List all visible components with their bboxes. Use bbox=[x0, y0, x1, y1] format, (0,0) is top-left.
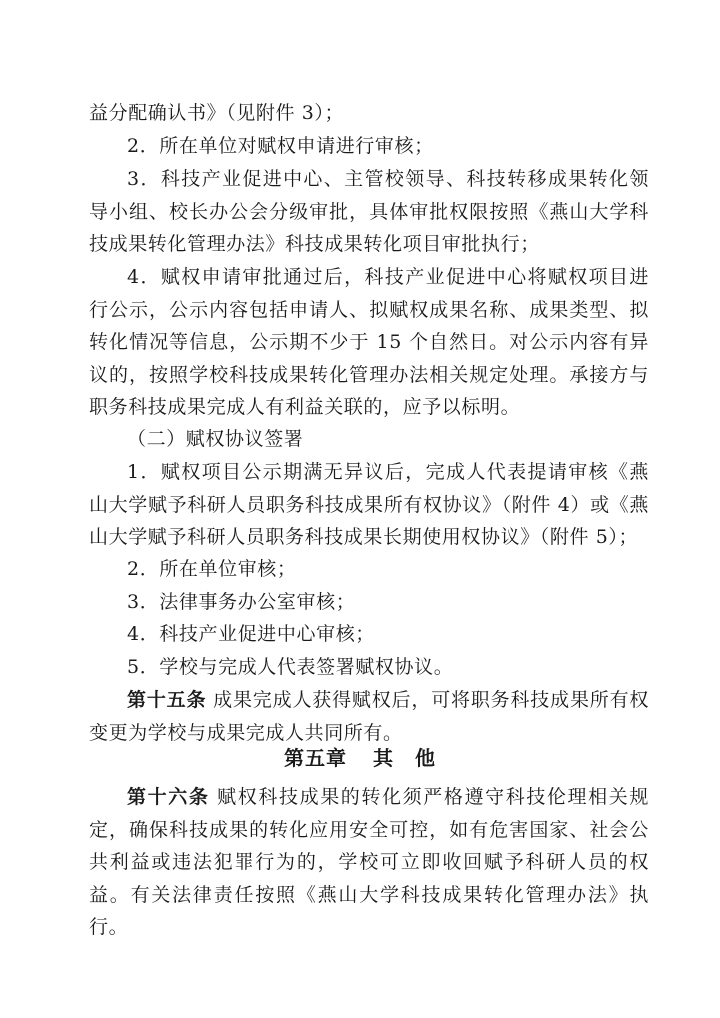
article-16 bbox=[89, 781, 649, 944]
paragraph-item-3-approval: 3．科技产业促进中心、主管校领导、科技转移成果转化领导小组、校长办公会分级审批，具体审批权限按照《燕山大学科技成果转化管理办法》科技成果转化项目审批执行； bbox=[89, 168, 649, 255]
paragraph-continuation: 益分配确认书》（见附件 3）； bbox=[89, 102, 345, 124]
paragraph-agreement-item-2: 2．所在单位审核； bbox=[127, 558, 297, 580]
article-16-text: 赋权科技成果的转化须严格遵守科技伦理相关规定，确保科技成果的转化应用安全可控，如有危害国家、社会公共利益或违法犯罪行为的，学校可立即收回赋予科研人员的权益。有关法律责任按照《燕山大学科技成果转化管理办法》执行。 bbox=[89, 786, 649, 938]
paragraph-agreement-item-4: 4．科技产业促进中心审核； bbox=[127, 623, 375, 645]
chapter-5-number: 第五章 bbox=[284, 746, 347, 770]
chapter-5-title: 其 他 bbox=[373, 746, 436, 770]
article-15 bbox=[89, 684, 649, 749]
paragraph-agreement-item-1: 1．赋权项目公示期满无异议后，完成人代表提请审核《燕山大学赋予科研人员职务科技成果所有权协议》（附件 4）或《燕山大学赋予科研人员职务科技成果长期使用权协议》（附件 5）； bbox=[89, 461, 649, 548]
article-16-lead: 第十六条 bbox=[127, 786, 210, 808]
section-heading-agreement: （二）赋权协议签署 bbox=[127, 428, 304, 450]
article-15-lead: 第十五条 bbox=[127, 689, 207, 711]
chapter-5-heading bbox=[0, 742, 720, 774]
paragraph-agreement-item-5: 5．学校与完成人代表签署赋权协议。 bbox=[127, 656, 454, 678]
article-15-text: 成果完成人获得赋权后，可将职务科技成果所有权变更为学校与成果完成人共同所有。 bbox=[89, 689, 650, 744]
paragraph-agreement-item-3: 3．法律事务办公室审核； bbox=[127, 591, 356, 613]
paragraph-item-4-publicity: 4．赋权申请审批通过后，科技产业促进中心将赋权项目进行公示，公示内容包括申请人、拟赋权成果名称、成果类型、拟转化情况等信息，公示期不少于 15 个自然日。对公示内容有异议的，按照学校科技成果转化管理办法相关规定处理。承接方与职务科技成果完成人有利益关联的，应予以标明。 bbox=[89, 266, 649, 418]
paragraph-item-2-review: 2．所在单位对赋权申请进行审核； bbox=[127, 135, 434, 157]
